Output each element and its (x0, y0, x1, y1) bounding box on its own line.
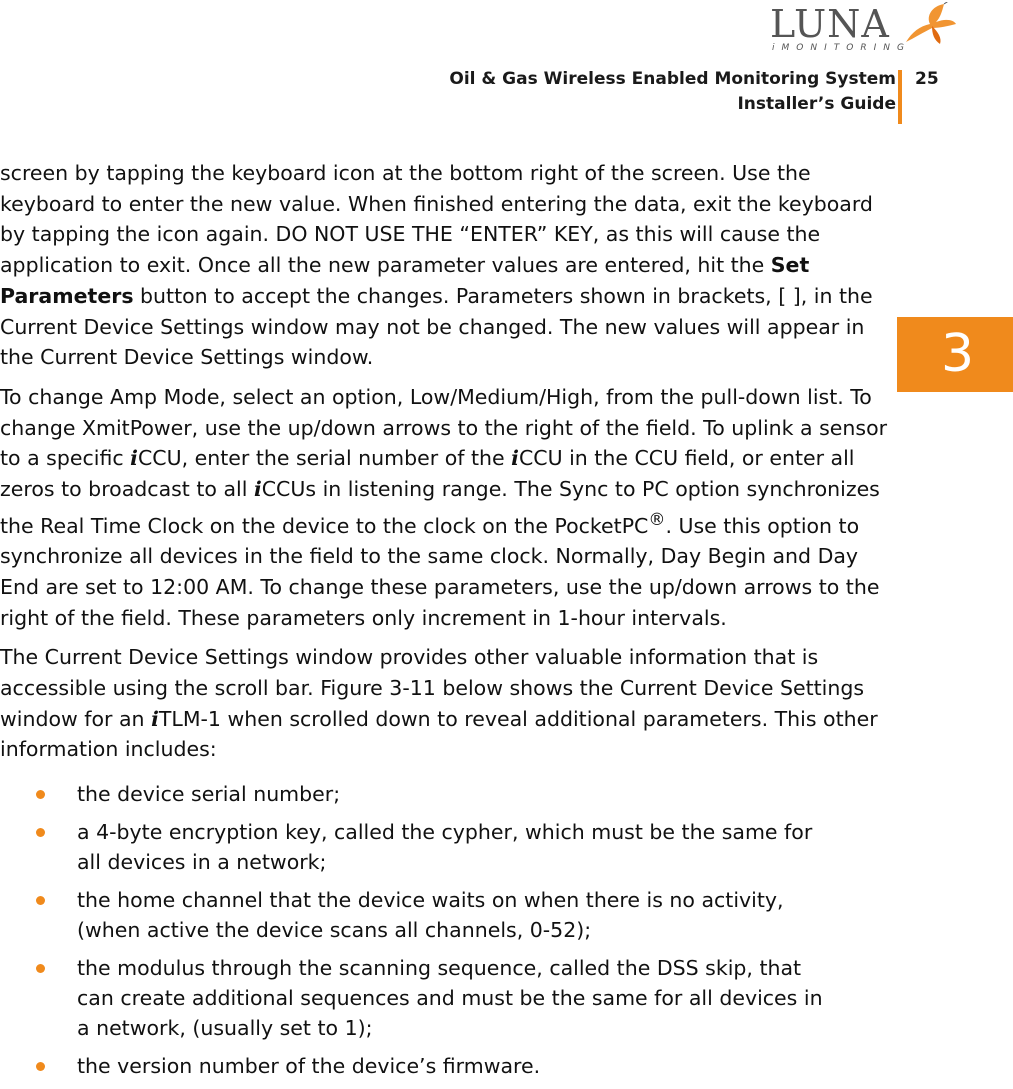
page-number: 25 (915, 69, 939, 89)
bullet-icon (36, 964, 45, 973)
text-run: button to accept the changes. Parameters shown in brackets, [ ], in the Current Device Settings window may not be changed. The new values will appear in the Current Device Settings window. (0, 283, 873, 370)
list-item (0, 885, 837, 945)
list-item-text: a 4-byte encryption key, called the cypher, which must be the same for all devices in a network; (77, 820, 813, 875)
bullet-icon (36, 1062, 45, 1071)
list-item-text: the modulus through the scanning sequence, called the DSS skip, that can create additional sequences and must be the same for all devices in a network, (usually set to 1); (77, 956, 823, 1041)
paragraph-3 (0, 642, 895, 765)
page-body (0, 158, 895, 1089)
italic-i: i (253, 477, 262, 502)
set-parameters-term: Set Parameters (0, 253, 810, 308)
list-item-text: the device serial number; (77, 782, 341, 807)
list-item (0, 953, 837, 1043)
text-run: The Current Device Settings window provides other valuable information that is accessible using the scroll bar. Figure 3-11 below shows the Current Device Settings window for an (0, 645, 865, 731)
registered-mark: ® (648, 509, 666, 530)
butterfly-icon (902, 2, 958, 46)
bullet-icon (36, 790, 45, 799)
header-title-line2: Installer’s Guide (737, 94, 896, 114)
header-title-line1: Oil & Gas Wireless Enabled Monitoring System (449, 69, 896, 89)
text-run: CCU, enter the serial number of the (137, 446, 512, 471)
chapter-tab: 3 (897, 317, 1013, 392)
italic-i: i (130, 446, 138, 471)
bullet-icon (36, 896, 45, 905)
list-item-text: the home channel that the device waits on when there is no activity, (when active the device scans all channels, 0-52); (77, 888, 784, 943)
list-item (0, 817, 837, 877)
paragraph-2 (0, 382, 895, 633)
luna-logo (766, 2, 966, 54)
text-run: CCUs in listening range. The Sync to PC option synchronizes the Real Time Clock on the device to the clock on the PocketPC (0, 477, 880, 538)
text-run: screen by tapping the keyboard icon at the bottom right of the screen. Use the keyboard to enter the new value. When finished entering the data, exit the keyboard by tapping the icon again. DO NOT USE THE “ENTER” KEY, as this will cause the application to exit. Once all the new parameter values are entered, hit the (0, 161, 873, 278)
italic-i: i (511, 446, 519, 471)
running-header (449, 67, 896, 117)
list-item (0, 779, 837, 809)
header-divider (898, 70, 902, 124)
italic-i: i (151, 706, 159, 731)
list-item-text: the version number of the device’s firmware. (77, 1054, 541, 1079)
text-run: CCU in the CCU field, or enter all zeros to broadcast to all (0, 446, 855, 502)
paragraph-1 (0, 158, 895, 373)
text-run: TLM-1 when scrolled down to reveal additional parameters. This other information includes: (0, 706, 878, 762)
logo-tagline: iMONITORING (772, 43, 911, 53)
list-item (0, 1051, 837, 1081)
bullet-icon (36, 828, 45, 837)
info-bullet-list (0, 779, 895, 1081)
text-run: . Use this option to synchronize all devices in the field to the same clock. Normally, Day Begin and Day End are set to 12:00 AM. To change these parameters, use the up/down arrows to the right of the field. These parameters only increment in 1-hour intervals. (0, 513, 880, 630)
text-run: To change Amp Mode, select an option, Low/Medium/High, from the pull-down list. To change XmitPower, use the up/down arrows to the right of the field. To uplink a sensor to a specific (0, 384, 888, 471)
logo-wordmark: LUNA (770, 2, 890, 46)
